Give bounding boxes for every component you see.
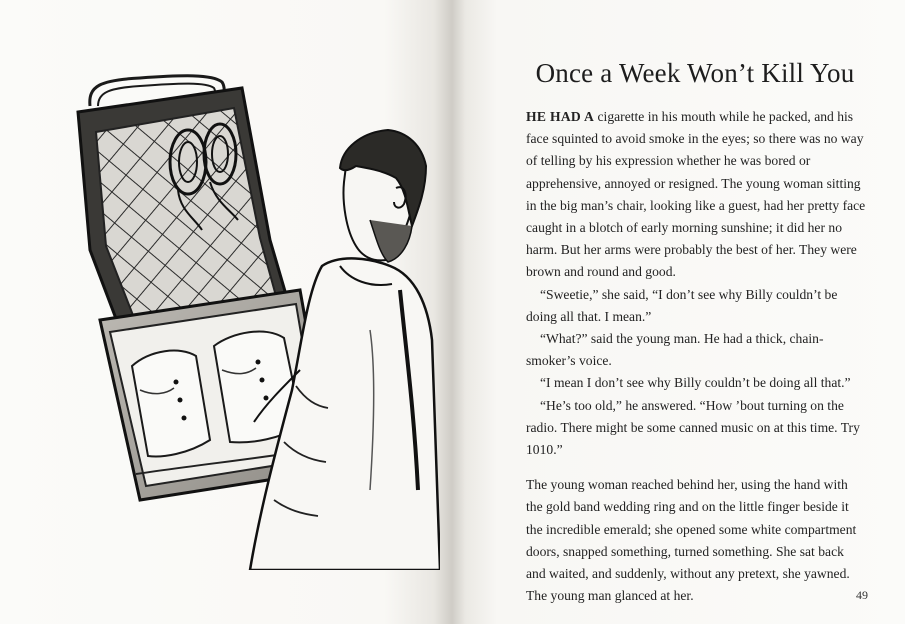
paragraph-2: “Sweetie,” she said, “I don’t see why Billy couldn’t be doing all that. I mean.” <box>526 286 838 324</box>
chapter-body <box>526 106 866 607</box>
paragraph-6: The young woman reached behind her, using the hand with the gold band wedding ring and on the little finger beside it the incredible emerald; she opened some white compartment doors, snapped something, turned something. She sat back and waited, and suddenly, without any pretext, she yawned. The young man glanced at her. <box>526 477 857 604</box>
paragraph-1 <box>526 106 866 284</box>
chapter-title: Once a Week Won’t Kill You <box>535 58 855 88</box>
suitcase-packing-illustration <box>70 70 440 570</box>
opening-words: HE HAD A <box>526 109 595 124</box>
paragraph-1-text: cigarette in his mouth while he packed, and his face squinted to avoid smoke in the eyes; so there was no way of telling by his expression whether he was bored or apprehensive, annoyed or resigned. The young woman sitting in the big man’s chair, looking like a guest, had her pretty face caught in a blotch of early morning sunshine; it did her no harm. But her arms were probably the best of her. They were brown and round and good. <box>526 109 866 280</box>
left-page <box>0 0 452 624</box>
paragraph-4: “I mean I don’t see why Billy couldn’t be doing all that.” <box>540 375 851 391</box>
page-number: 49 <box>856 588 868 602</box>
paragraph-5: “He’s too old,” he answered. “How ’bout turning on the radio. There might be some canned music on at this time. Try 1010.” <box>526 397 860 458</box>
paragraph-3: “What?” said the young man. He had a thick, chain-smoker’s voice. <box>526 331 824 369</box>
